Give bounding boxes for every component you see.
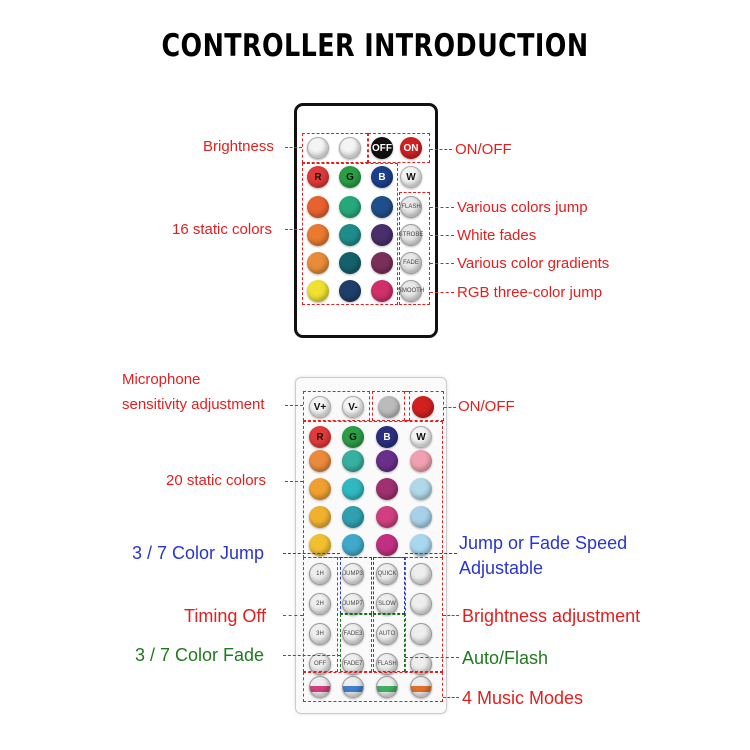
label-music-modes: 4 Music Modes <box>462 688 584 708</box>
fade-box <box>340 614 372 672</box>
label-microphone: Microphone <box>122 371 201 388</box>
jump-box <box>340 557 372 614</box>
volume-down-button[interactable]: V- <box>342 396 364 418</box>
fade3-button[interactable]: FADE3 <box>342 623 364 645</box>
blue-button[interactable]: B <box>371 166 393 188</box>
label-colors-jump: Various colors jump <box>457 199 588 216</box>
label-rgb-jump: RGB three-color jump <box>457 284 603 301</box>
label-mic-sensitivity: sensitivity adjustment <box>122 396 265 413</box>
music-box <box>303 672 443 702</box>
blue-button-2[interactable]: B <box>376 426 398 448</box>
static-colors-box-2 <box>303 421 443 558</box>
label-color-fade: 3 / 7 Color Fade <box>135 645 265 665</box>
smooth-button[interactable]: SMOOTH <box>400 280 422 302</box>
volume-up-button[interactable]: V+ <box>309 396 331 418</box>
mic-box <box>303 391 370 421</box>
timer-button-4[interactable]: OFF <box>309 653 331 675</box>
label-speed-adjustable: Adjustable <box>459 558 544 578</box>
white-button-2[interactable]: W <box>410 426 432 448</box>
brightness-box <box>302 133 368 163</box>
quick-button[interactable]: QUICK <box>376 563 398 585</box>
label-color-gradients: Various color gradients <box>457 255 610 272</box>
auto-flash-box <box>373 614 405 672</box>
timer-button-1[interactable]: 1H <box>309 563 331 585</box>
red-button[interactable]: R <box>307 166 329 188</box>
auto-button[interactable]: AUTO <box>376 623 398 645</box>
on-button[interactable]: ON <box>400 137 422 159</box>
static-colors-box <box>302 163 398 305</box>
flash-button[interactable]: FLASH <box>400 196 422 218</box>
flash-button[interactable]: FLASH <box>376 653 398 675</box>
timer-button-2[interactable]: 2H <box>309 593 331 615</box>
onoff-box-2 <box>404 391 444 421</box>
jump7-button[interactable]: JUMP7 <box>342 593 364 615</box>
green-button-2[interactable]: G <box>342 426 364 448</box>
strobe-button[interactable]: STROBE <box>400 224 422 246</box>
modes-box <box>399 192 430 305</box>
slow-button[interactable]: SLOW <box>376 593 398 615</box>
white-button[interactable]: W <box>400 166 422 188</box>
timer-button-3[interactable]: 3H <box>309 623 331 645</box>
label-speed: Jump or Fade Speed <box>459 533 628 553</box>
fade-button[interactable]: FADE <box>400 252 422 274</box>
fade7-button[interactable]: FADE7 <box>342 653 364 675</box>
onoff-box <box>368 133 430 163</box>
brightness-adj-box <box>405 557 443 672</box>
label-auto-flash: Auto/Flash <box>462 648 549 668</box>
label-brightness-adjustment: Brightness adjustment <box>462 606 641 626</box>
label-white-fades: White fades <box>457 227 537 244</box>
green-button[interactable]: G <box>339 166 361 188</box>
label-brightness: Brightness <box>203 138 274 155</box>
red-button-2[interactable]: R <box>309 426 331 448</box>
label-timing-off: Timing Off <box>184 606 267 626</box>
label-color-jump: 3 / 7 Color Jump <box>132 543 265 563</box>
label-16-static: 16 static colors <box>172 221 273 238</box>
speed-box <box>373 557 405 614</box>
off-button[interactable]: OFF <box>371 137 393 159</box>
label-20-static: 20 static colors <box>166 472 267 489</box>
label-onoff-2: ON/OFF <box>458 398 515 415</box>
page-title: CONTROLLER INTRODUCTION <box>161 28 589 64</box>
label-onoff: ON/OFF <box>455 141 512 158</box>
jump3-button[interactable]: JUMP3 <box>342 563 364 585</box>
